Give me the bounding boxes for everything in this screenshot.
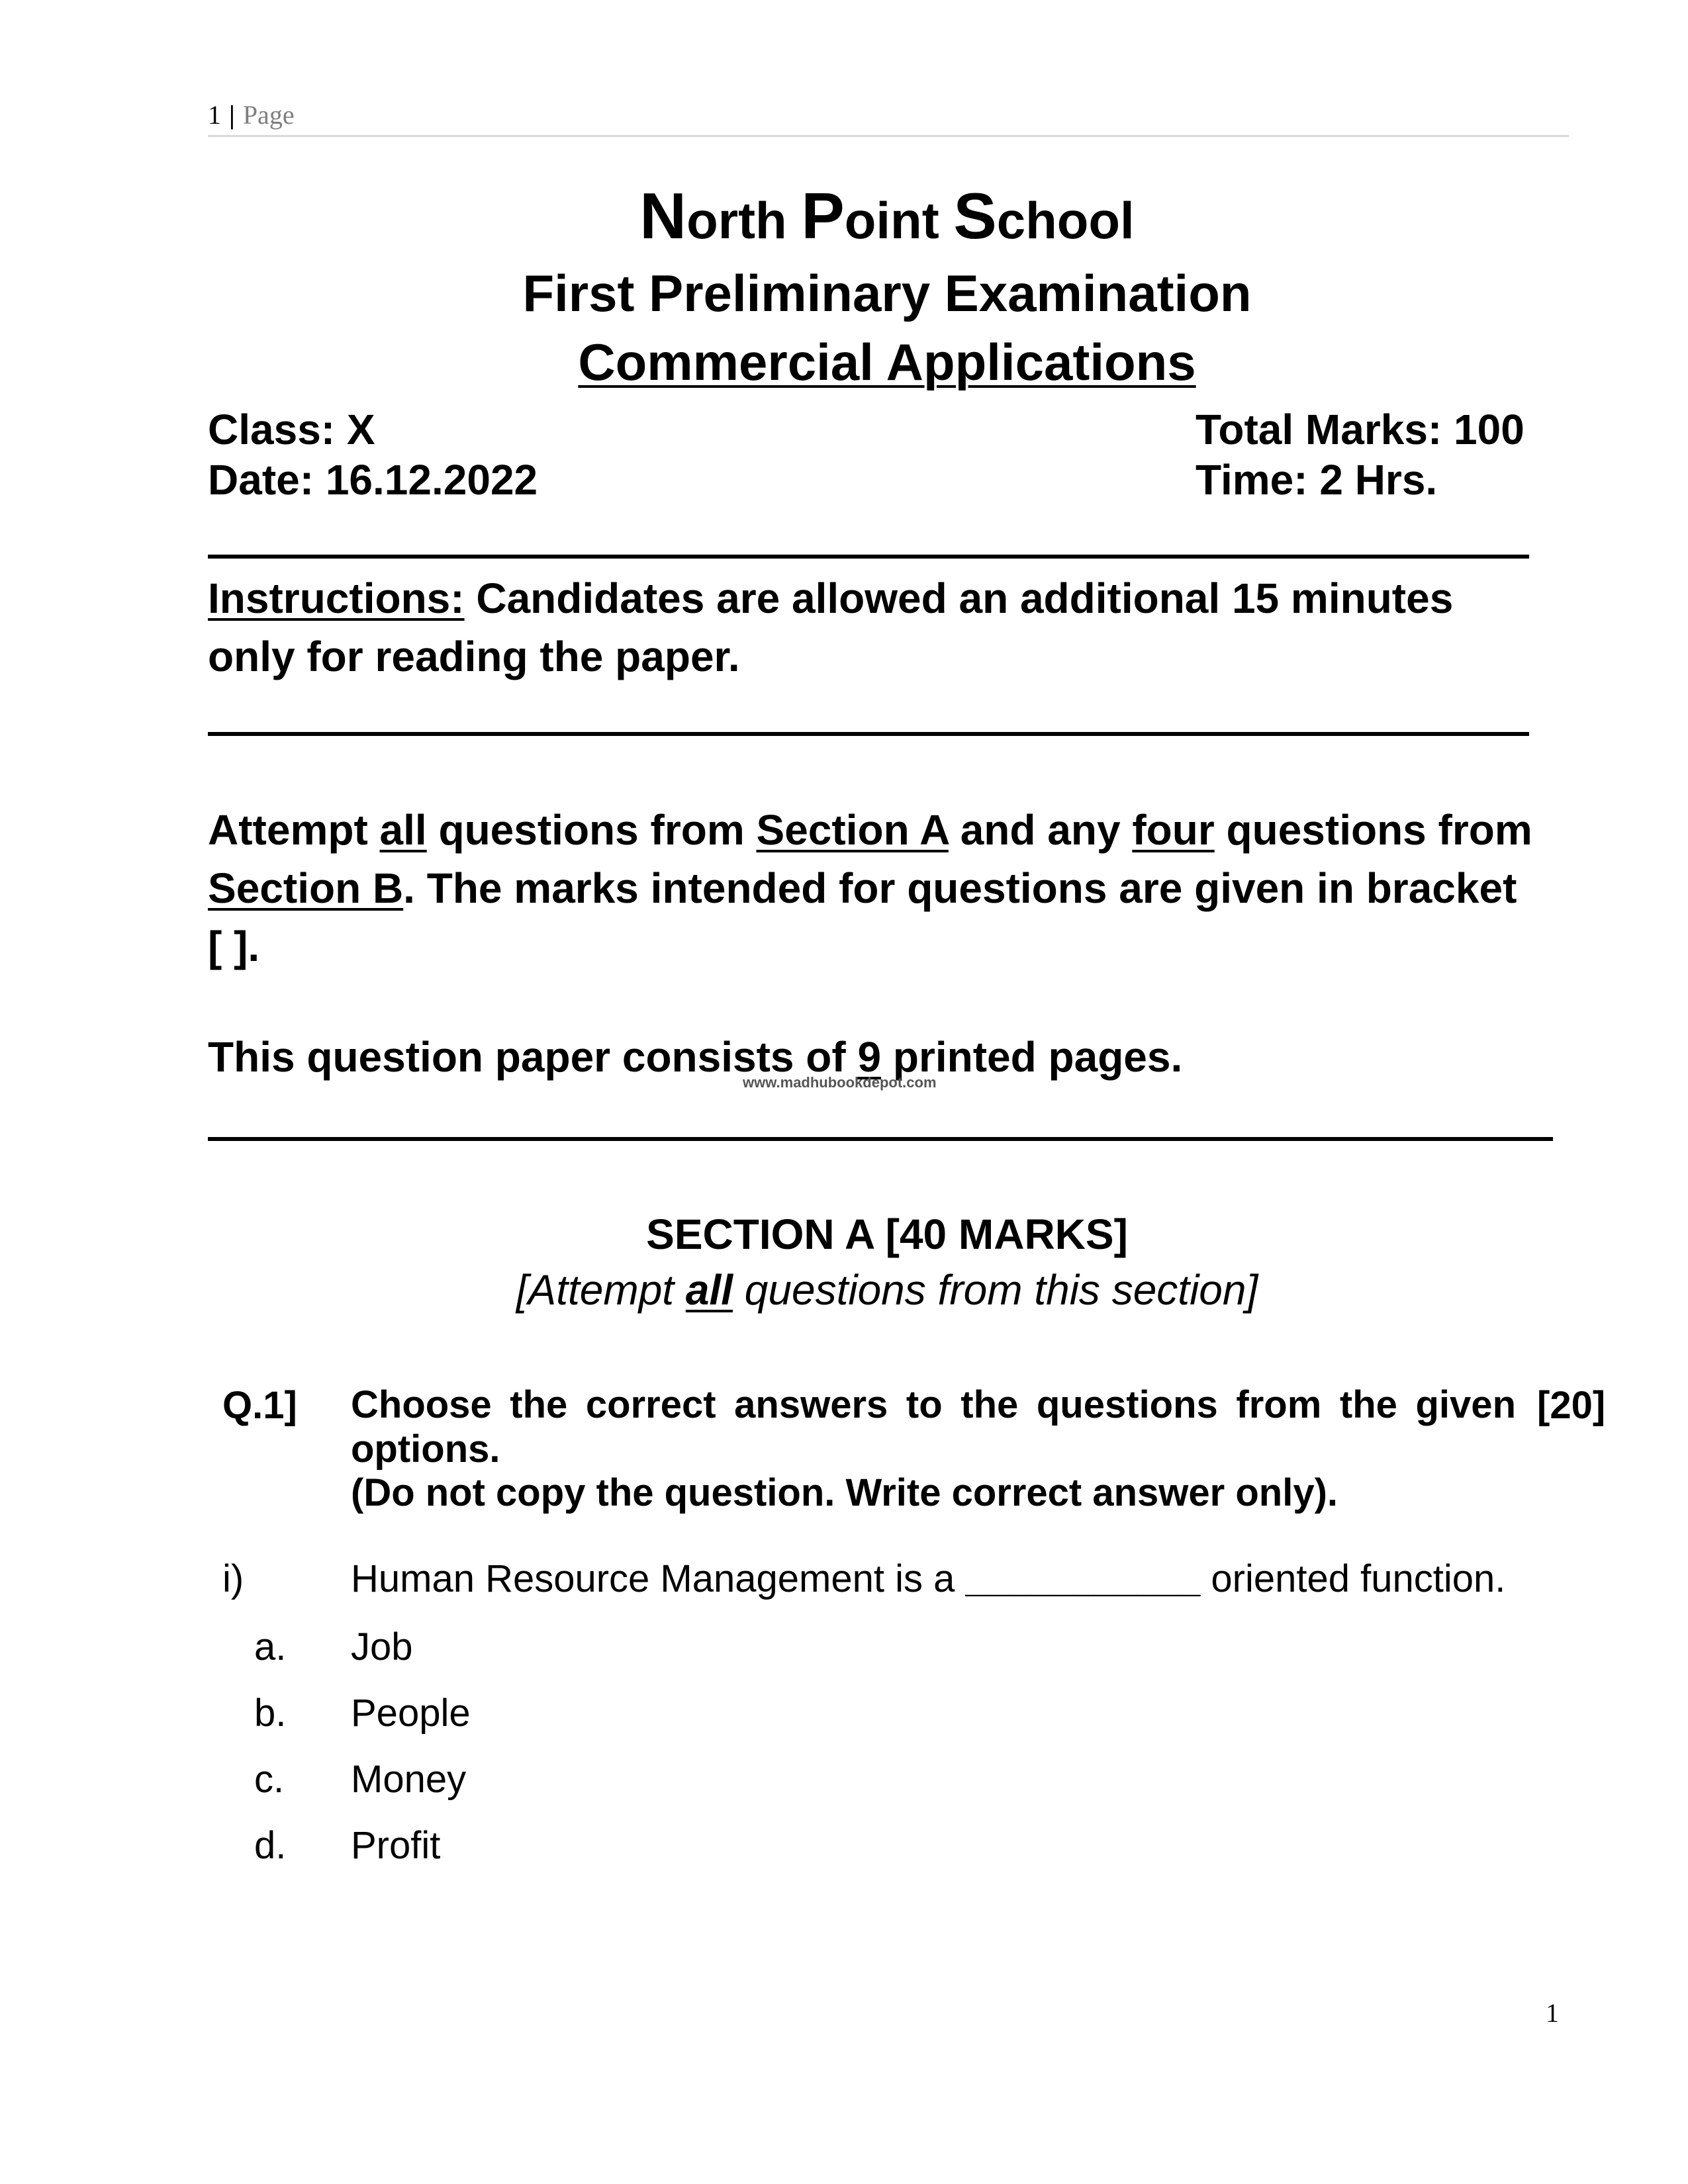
page-header-separator: | xyxy=(229,100,235,130)
sub-question-text-part: Human Resource Management is a xyxy=(351,1557,966,1600)
sub-question-text-part: oriented function. xyxy=(1200,1557,1506,1600)
school-initial-s: S xyxy=(953,179,997,252)
page-count-text: printed pages. xyxy=(881,1033,1183,1081)
page-count-number: 9 xyxy=(857,1033,882,1081)
attempt-four: four xyxy=(1132,806,1215,854)
attempt-section-b: Section B xyxy=(208,864,404,912)
option-text: Money xyxy=(351,1758,467,1801)
page-header-number: 1 xyxy=(208,100,221,130)
question-text-continued: options. xyxy=(351,1428,500,1471)
instructions-label: Instructions: xyxy=(208,574,465,622)
time-label: Time: 2 Hrs. xyxy=(1196,456,1438,504)
attempt-text: and any xyxy=(948,806,1133,854)
instructions xyxy=(208,569,1532,686)
school-word-orth: orth xyxy=(686,191,802,250)
attempt-all: all xyxy=(379,806,427,854)
attempt-text: . The marks intended for questions are given in bracket [ ]. xyxy=(208,864,1517,970)
page-count-statement xyxy=(208,1032,1182,1081)
footer-page-number: 1 xyxy=(1546,1998,1559,2028)
subject-title-text: Commercial Applications xyxy=(578,333,1196,391)
section-subtitle xyxy=(0,1265,1688,1314)
option-letter: c. xyxy=(254,1758,285,1801)
header-divider xyxy=(208,135,1569,137)
date-label: Date: 16.12.2022 xyxy=(208,456,538,504)
total-marks-label: Total Marks: 100 xyxy=(1196,406,1524,453)
school-word-oint: oint xyxy=(844,191,954,250)
attempt-instructions xyxy=(208,801,1538,976)
option-text: Profit xyxy=(351,1824,441,1867)
question-text: Choose the correct answers to the questions from the given xyxy=(351,1383,1516,1426)
sub-question-number: i) xyxy=(222,1557,244,1600)
watermark: www.madhubookdepot.com xyxy=(743,1074,937,1091)
divider-rule xyxy=(208,1137,1553,1141)
school-word-chool: chool xyxy=(996,191,1135,250)
attempt-text: questions from xyxy=(1214,806,1532,854)
option-text: Job xyxy=(351,1625,413,1668)
page-header xyxy=(208,99,295,130)
page-count-text: This question paper consists of xyxy=(208,1033,858,1081)
question-note: (Do not copy the question. Write correct answer only). xyxy=(351,1471,1338,1514)
answer-blank: ___________ xyxy=(965,1557,1201,1600)
divider-rule xyxy=(208,555,1529,559)
section-subtitle-all: all xyxy=(685,1266,733,1314)
instructions-text: Candidates are allowed an additional 15 minutes only for reading the paper. xyxy=(208,574,1454,680)
school-initial-p: P xyxy=(801,179,845,252)
attempt-text: questions from xyxy=(426,806,757,854)
school-initial-n: N xyxy=(639,179,687,252)
option-letter: a. xyxy=(254,1625,287,1668)
exam-title: First Preliminary Examination xyxy=(522,264,1252,322)
option-letter: b. xyxy=(254,1692,287,1735)
sub-question-text xyxy=(351,1557,1505,1601)
question-marks: [20] xyxy=(1537,1384,1606,1427)
question-number: Q.1] xyxy=(222,1384,297,1427)
page-header-label: Page xyxy=(242,100,295,130)
divider-rule xyxy=(208,732,1529,736)
attempt-text: Attempt xyxy=(208,806,380,854)
section-subtitle-text: [Attempt xyxy=(516,1266,686,1314)
class-label: Class: X xyxy=(208,406,375,453)
option-letter: d. xyxy=(254,1824,287,1867)
section-title: SECTION A [40 MARKS] xyxy=(646,1210,1128,1258)
option-text: People xyxy=(351,1692,471,1735)
attempt-section-a: Section A xyxy=(756,806,949,854)
subject-title xyxy=(0,332,1688,392)
school-name xyxy=(0,179,1688,253)
section-subtitle-text: questions from this section] xyxy=(733,1266,1258,1314)
